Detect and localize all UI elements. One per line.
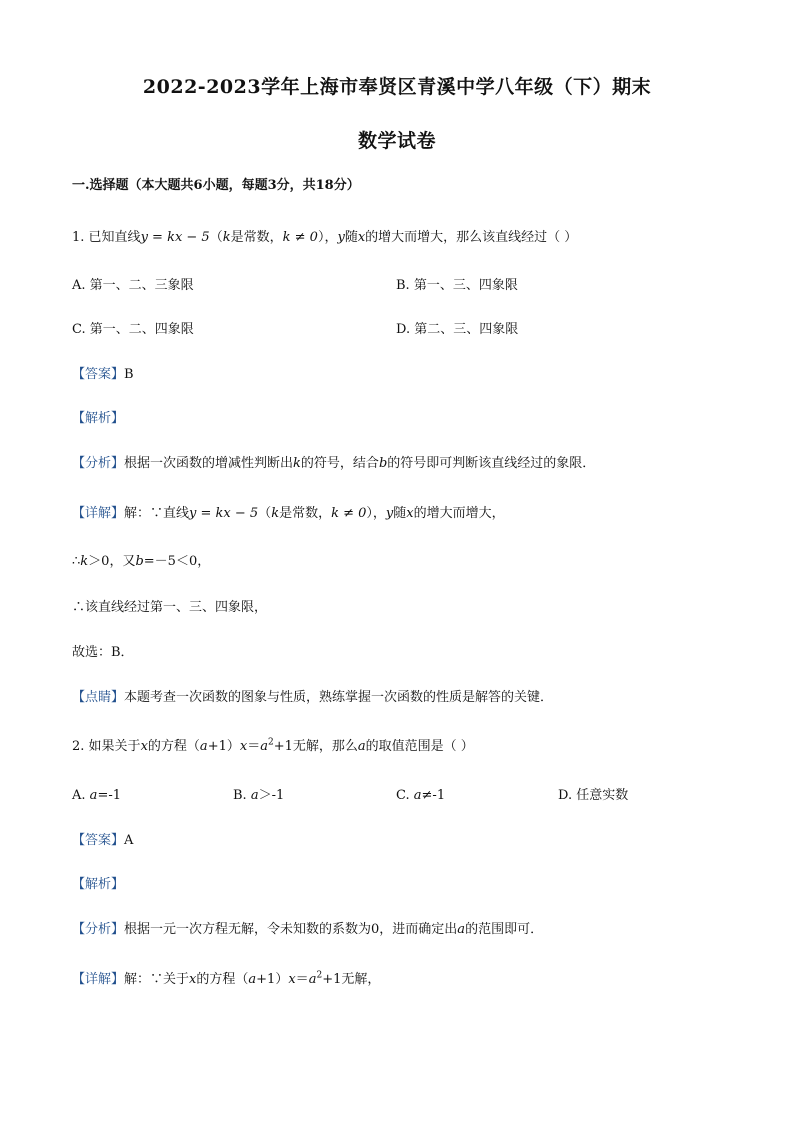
dianjing-line: 【点睛】本题考查一次函数的图象与性质，熟练掌握一次函数的性质是解答的关键． <box>72 690 554 705</box>
answer-value: A <box>124 833 134 848</box>
question-number: 1. <box>72 230 85 245</box>
option-a: A. 第一、二、三象限 <box>72 278 194 293</box>
question-1: 1. 已知直线y = kx − 5（k是常数，k ≠ 0），y随x的增大而增大，那么该直线经过（ ） <box>72 230 578 245</box>
formula: y = kx − 5 <box>189 506 259 521</box>
step-line-3: 故选：B． <box>72 645 134 660</box>
formula: y = kx − 5 <box>140 230 210 245</box>
exam-title: 2022-2023学年上海市奉贤区青溪中学八年级（下）期末 <box>142 76 652 98</box>
fenxi-line: 【分析】根据一次函数的增减性判断出k的符号，结合b的符号即可判断该直线经过的象限． <box>72 456 596 471</box>
section-heading: 一.选择题（本大题共6小题，每题3分，共18分） <box>72 178 360 193</box>
answer-tag: 【答案】 <box>72 833 125 848</box>
option-a: A. a=-1 <box>72 788 121 803</box>
option-d: D. 第二、三、四象限 <box>396 322 519 337</box>
step-line-1: ∴k＞0，又b=－5＜0， <box>72 554 211 569</box>
xiangjie-line: 【详解】解：∵直线y = kx − 5（k是常数，k ≠ 0），y随x的增大而增大， <box>72 506 505 521</box>
fenxi-line: 【分析】根据一元一次方程无解，令未知数的系数为0，进而确定出a的范围即可． <box>72 922 544 937</box>
answer-tag: 【答案】 <box>72 367 125 382</box>
question-2: 2. 如果关于x的方程$(a+1)x=a^2+1$无解，那么a的取值范围是（ ） <box>72 737 474 754</box>
analysis-tag: 【解析】 <box>72 877 125 892</box>
step-line-2: ∴该直线经过第一、三、四象限， <box>72 600 268 615</box>
question-number: 2. <box>72 739 85 754</box>
analysis-tag: 【解析】 <box>72 411 125 426</box>
option-b: B. 第一、三、四象限 <box>396 278 518 293</box>
answer-line <box>72 366 134 384</box>
option-b: B. a＞-1 <box>233 788 285 803</box>
option-c: C. 第一、二、四象限 <box>72 322 194 337</box>
xiangjie-line: 【详解】解：∵关于x的方程$(a+1)x=a^2+1$无解， <box>72 970 381 987</box>
option-d: D. 任意实数 <box>558 788 629 803</box>
answer-line <box>72 832 133 850</box>
option-c: C. a≠-1 <box>396 788 446 803</box>
exam-subtitle: 数学试卷 <box>357 130 436 152</box>
answer-value: B <box>124 367 134 382</box>
